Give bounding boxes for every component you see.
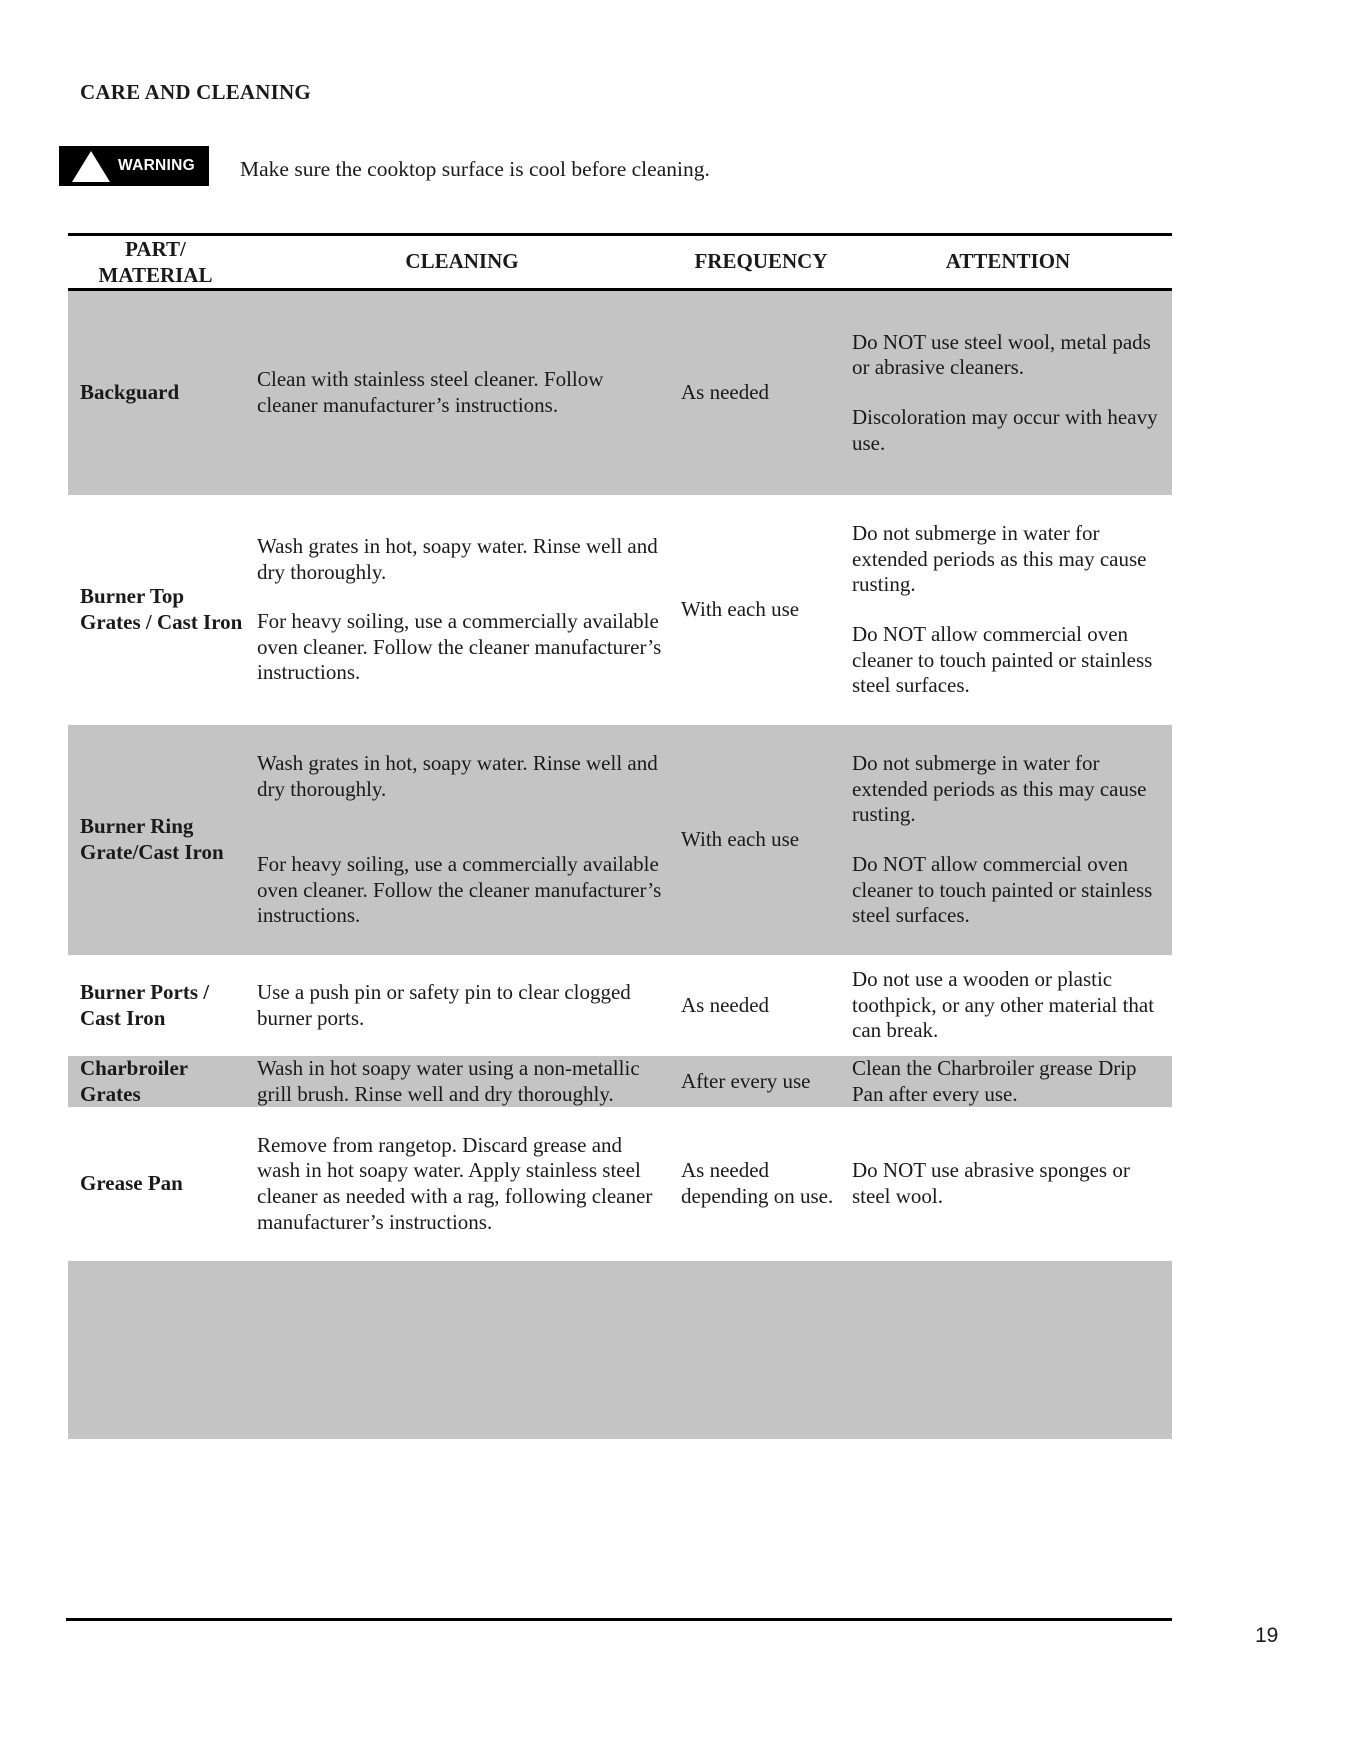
- footer-rule: [66, 1618, 1172, 1621]
- row-attention-text: Do NOT allow commercial oven cleaner to touch painted or stainless steel surfaces.: [852, 852, 1153, 928]
- warning-label: WARNING: [118, 157, 196, 174]
- row-cleaning-text: Remove from rangetop. Discard grease and wash in hot soapy water. Apply stainless steel cleaner as needed with a rag, following cleaner manufacturer’s instructions.: [257, 1132, 653, 1234]
- row-attention-text: Discoloration may occur with heavy use.: [852, 405, 1158, 455]
- table-row: [68, 725, 1172, 955]
- row-attention: [847, 967, 1172, 1044]
- warning-badge: [59, 146, 209, 186]
- row-cleaning-text: Clean with stainless steel cleaner. Follow cleaner manufacturer’s instructions.: [257, 367, 604, 417]
- table-row-empty: [68, 1261, 1172, 1439]
- row-frequency: As needed depending on use.: [681, 1158, 834, 1208]
- row-attention-text: Do not submerge in water for extended periods as this may cause rusting.: [852, 521, 1147, 597]
- table-header-row: [68, 236, 1172, 288]
- row-frequency: As needed: [681, 992, 770, 1017]
- table-row: [68, 955, 1172, 1056]
- row-cleaning: [243, 534, 677, 686]
- row-part: Burner Ring Grate/Cast Iron: [80, 814, 224, 864]
- row-attention-text: Do not use a wooden or plastic toothpick, or any other material that can break.: [852, 967, 1155, 1043]
- header-attention: ATTENTION: [945, 249, 1071, 274]
- row-cleaning-text: For heavy soiling, use a commercially available oven cleaner. Follow the cleaner manufacturer’s instructions.: [257, 609, 662, 685]
- table-row: [68, 1056, 1172, 1107]
- row-cleaning-text: Use a push pin or safety pin to clear clogged burner ports.: [257, 979, 631, 1030]
- row-cleaning: [243, 980, 677, 1031]
- page-number: 19: [1255, 1624, 1279, 1647]
- row-part: Burner Ports / Cast Iron: [80, 979, 210, 1030]
- header-part-line1: PART/: [125, 236, 186, 261]
- row-attention-text: Do not submerge in water for extended periods as this may cause rusting.: [852, 751, 1147, 827]
- row-cleaning-text: Wash grates in hot, soapy water. Rinse well and dry thoroughly.: [257, 533, 658, 584]
- row-part: Charbroiler Grates: [80, 1055, 188, 1106]
- row-attention-text: Do NOT use steel wool, metal pads or abrasive cleaners.: [852, 329, 1151, 380]
- header-cleaning: CLEANING: [405, 249, 519, 274]
- row-attention-text: Do NOT use abrasive sponges or steel wool.: [852, 1158, 1130, 1208]
- header-part-line2: MATERIAL: [98, 263, 213, 287]
- table-row: [68, 1107, 1172, 1261]
- table-row: [68, 291, 1172, 495]
- row-cleaning: [243, 1133, 677, 1235]
- row-part: Burner Top Grates / Cast Iron: [80, 584, 243, 634]
- row-attention: [847, 1158, 1172, 1209]
- row-cleaning-text: Wash grates in hot, soapy water. Rinse well and dry thoroughly.: [257, 750, 658, 801]
- row-frequency: With each use: [681, 597, 800, 622]
- row-cleaning: [243, 751, 677, 929]
- row-attention-text: Do NOT allow commercial oven cleaner to touch painted or stainless steel surfaces.: [852, 622, 1153, 698]
- row-cleaning: [243, 367, 677, 418]
- row-attention: [847, 521, 1172, 699]
- row-cleaning-text: For heavy soiling, use a commercially available oven cleaner. Follow the cleaner manufacturer’s instructions.: [257, 852, 662, 928]
- header-part-material: [68, 236, 243, 289]
- row-cleaning-text: Wash in hot soapy water using a non-metallic grill brush. Rinse well and dry thoroughly.: [257, 1055, 640, 1106]
- row-attention: [847, 330, 1172, 456]
- row-attention: [847, 1056, 1172, 1107]
- row-frequency: After every use: [681, 1068, 811, 1093]
- row-part: Grease Pan: [80, 1171, 183, 1196]
- table-row: [68, 495, 1172, 725]
- page-title: CARE AND CLEANING: [80, 80, 311, 104]
- row-frequency: As needed: [681, 380, 770, 405]
- header-frequency: FREQUENCY: [694, 249, 828, 274]
- row-cleaning: [243, 1056, 677, 1107]
- warning-triangle-icon: [72, 151, 110, 182]
- row-attention-text: Clean the Charbroiler grease Drip Pan after every use.: [852, 1055, 1137, 1106]
- row-frequency: With each use: [681, 827, 800, 852]
- row-part: Backguard: [80, 380, 180, 405]
- warning-message: Make sure the cooktop surface is cool before cleaning.: [240, 157, 710, 181]
- row-attention: [847, 751, 1172, 929]
- care-cleaning-table: [68, 233, 1172, 1439]
